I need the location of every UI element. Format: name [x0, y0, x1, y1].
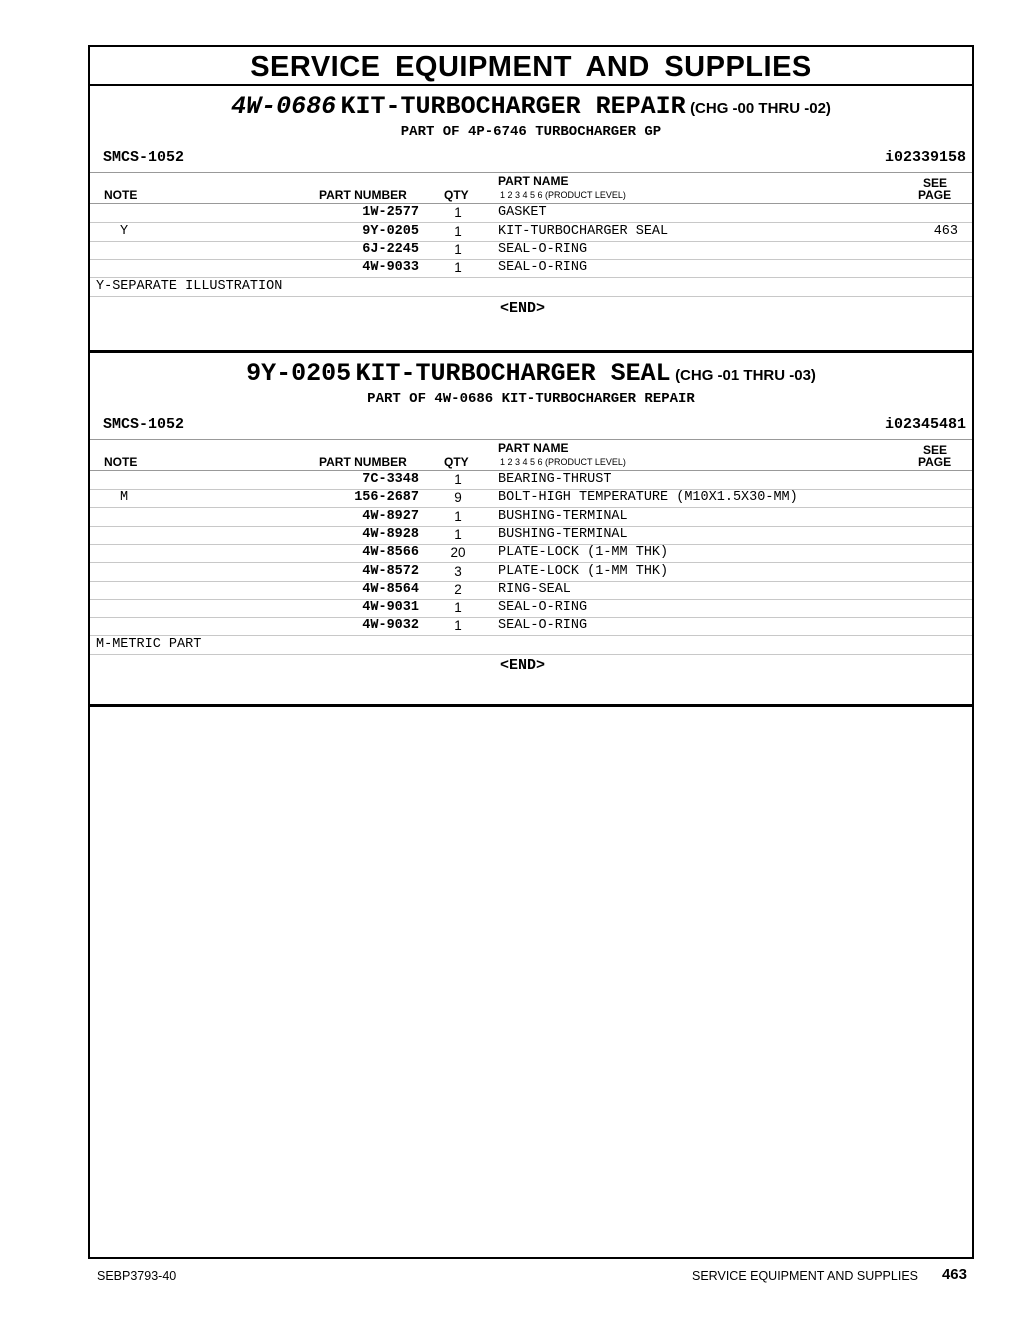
- row-part-number: 4W-9032: [362, 618, 419, 633]
- row-part-name: SEAL-O-RING: [498, 618, 588, 633]
- row-qty: 1: [454, 527, 462, 542]
- row-part-number: 4W-8564: [362, 582, 419, 597]
- kit-name: KIT-TURBOCHARGER REPAIR: [340, 92, 686, 121]
- row-note: Y: [120, 224, 129, 239]
- table-row: [90, 223, 972, 242]
- row-part-number: 4W-8566: [362, 545, 419, 560]
- row-part-name: BUSHING-TERMINAL: [498, 527, 628, 542]
- smcs-code: SMCS-1052: [103, 149, 185, 166]
- row-see-page: 463: [933, 224, 958, 239]
- header-part-name: PART NAME: [498, 441, 569, 455]
- kit-section-9y-0205: [90, 353, 972, 707]
- table-row: [90, 617, 972, 636]
- table-row: [90, 508, 972, 527]
- table-row: [90, 259, 972, 278]
- header-part-number: PART NUMBER: [319, 188, 407, 202]
- header-product-level: 1 2 3 4 5 6 (PRODUCT LEVEL): [500, 190, 626, 200]
- page-title: SERVICE EQUIPMENT AND SUPPLIES: [90, 47, 972, 86]
- row-part-name: RING-SEAL: [498, 582, 571, 597]
- row-part-number: 4W-8572: [362, 564, 419, 579]
- row-part-name: BEARING-THRUST: [498, 472, 612, 487]
- row-qty: 3: [454, 564, 462, 579]
- row-part-number: 9Y-0205: [362, 224, 419, 239]
- kit-part-number: 9Y-0205: [246, 359, 352, 388]
- row-part-number: 6J-2245: [362, 242, 419, 257]
- table-row: [90, 204, 972, 223]
- table-row: [90, 581, 972, 600]
- row-part-number: 4W-9031: [362, 600, 419, 615]
- smcs-code: SMCS-1052: [103, 416, 185, 433]
- row-part-number: 156-2687: [354, 490, 419, 505]
- footer-page-number: 463: [941, 1266, 967, 1283]
- illustration-id: i02339158: [884, 149, 966, 166]
- row-qty: 1: [454, 509, 462, 524]
- row-part-number: 1W-2577: [362, 205, 419, 220]
- header-part-name: PART NAME: [498, 174, 569, 188]
- row-part-number: 4W-8927: [362, 509, 419, 524]
- footnote-row: [90, 278, 972, 297]
- row-qty: 2: [454, 582, 462, 597]
- row-qty: 1: [454, 600, 462, 615]
- row-qty: 1: [454, 472, 462, 487]
- row-part-name: PLATE-LOCK (1-MM THK): [498, 545, 669, 560]
- footnote-row: [90, 636, 972, 655]
- kit-section-4w-0686: [90, 86, 972, 353]
- header-page: PAGE: [918, 455, 952, 469]
- header-note: NOTE: [104, 188, 138, 202]
- row-part-name: PLATE-LOCK (1-MM THK): [498, 564, 669, 579]
- row-part-name: SEAL-O-RING: [498, 260, 588, 275]
- row-qty: 1: [454, 224, 462, 239]
- row-part-name: SEAL-O-RING: [498, 600, 588, 615]
- table-row: [90, 599, 972, 618]
- row-part-name: BUSHING-TERMINAL: [498, 509, 628, 524]
- footer-doc-id: SEBP3793-40: [97, 1269, 177, 1283]
- header-note: NOTE: [104, 455, 138, 469]
- kit-name: KIT-TURBOCHARGER SEAL: [355, 359, 671, 388]
- page-frame: [88, 45, 974, 1259]
- kit-part-number: 4W-0686: [231, 92, 337, 121]
- row-qty: 1: [454, 242, 462, 257]
- table-header: [90, 172, 972, 204]
- header-part-number: PART NUMBER: [319, 455, 407, 469]
- end-marker: <END>: [500, 300, 546, 317]
- row-qty: 1: [454, 205, 462, 220]
- table-row: [90, 563, 972, 582]
- footer-section-title: SERVICE EQUIPMENT AND SUPPLIES: [692, 1269, 918, 1283]
- footnote: Y-SEPARATE ILLUSTRATION: [96, 279, 283, 294]
- kit-chg: (CHG -00 THRU -02): [690, 100, 831, 117]
- row-qty: 9: [454, 490, 462, 505]
- illustration-id: i02345481: [884, 416, 966, 433]
- header-see: SEE: [923, 443, 948, 457]
- table-row: [90, 489, 972, 508]
- header-product-level: 1 2 3 4 5 6 (PRODUCT LEVEL): [500, 457, 626, 467]
- header-page: PAGE: [918, 188, 952, 202]
- row-part-name: SEAL-O-RING: [498, 242, 588, 257]
- row-qty: 1: [454, 260, 462, 275]
- row-part-name: BOLT-HIGH TEMPERATURE (M10X1.5X30-MM): [498, 490, 798, 505]
- footnote: M-METRIC PART: [96, 637, 202, 652]
- kit-title: [90, 92, 972, 121]
- header-qty: QTY: [444, 188, 469, 202]
- part-of-line: PART OF 4W-0686 KIT-TURBOCHARGER REPAIR: [367, 391, 695, 407]
- end-marker: <END>: [500, 657, 546, 674]
- row-note: M: [120, 490, 129, 505]
- table-header: [90, 439, 972, 471]
- row-qty: 1: [454, 618, 462, 633]
- row-part-number: 4W-9033: [362, 260, 419, 275]
- row-part-name: GASKET: [498, 205, 547, 220]
- table-row: [90, 471, 972, 490]
- table-row: [90, 241, 972, 260]
- row-part-name: KIT-TURBOCHARGER SEAL: [498, 224, 669, 239]
- row-part-number: 4W-8928: [362, 527, 419, 542]
- row-part-number: 7C-3348: [362, 472, 419, 487]
- header-see: SEE: [923, 176, 948, 190]
- header-qty: QTY: [444, 455, 469, 469]
- table-row: [90, 544, 972, 563]
- part-of-line: PART OF 4P-6746 TURBOCHARGER GP: [400, 124, 662, 140]
- row-qty: 20: [450, 545, 466, 560]
- kit-chg: (CHG -01 THRU -03): [675, 367, 816, 384]
- kit-title: [90, 359, 972, 388]
- table-row: [90, 526, 972, 545]
